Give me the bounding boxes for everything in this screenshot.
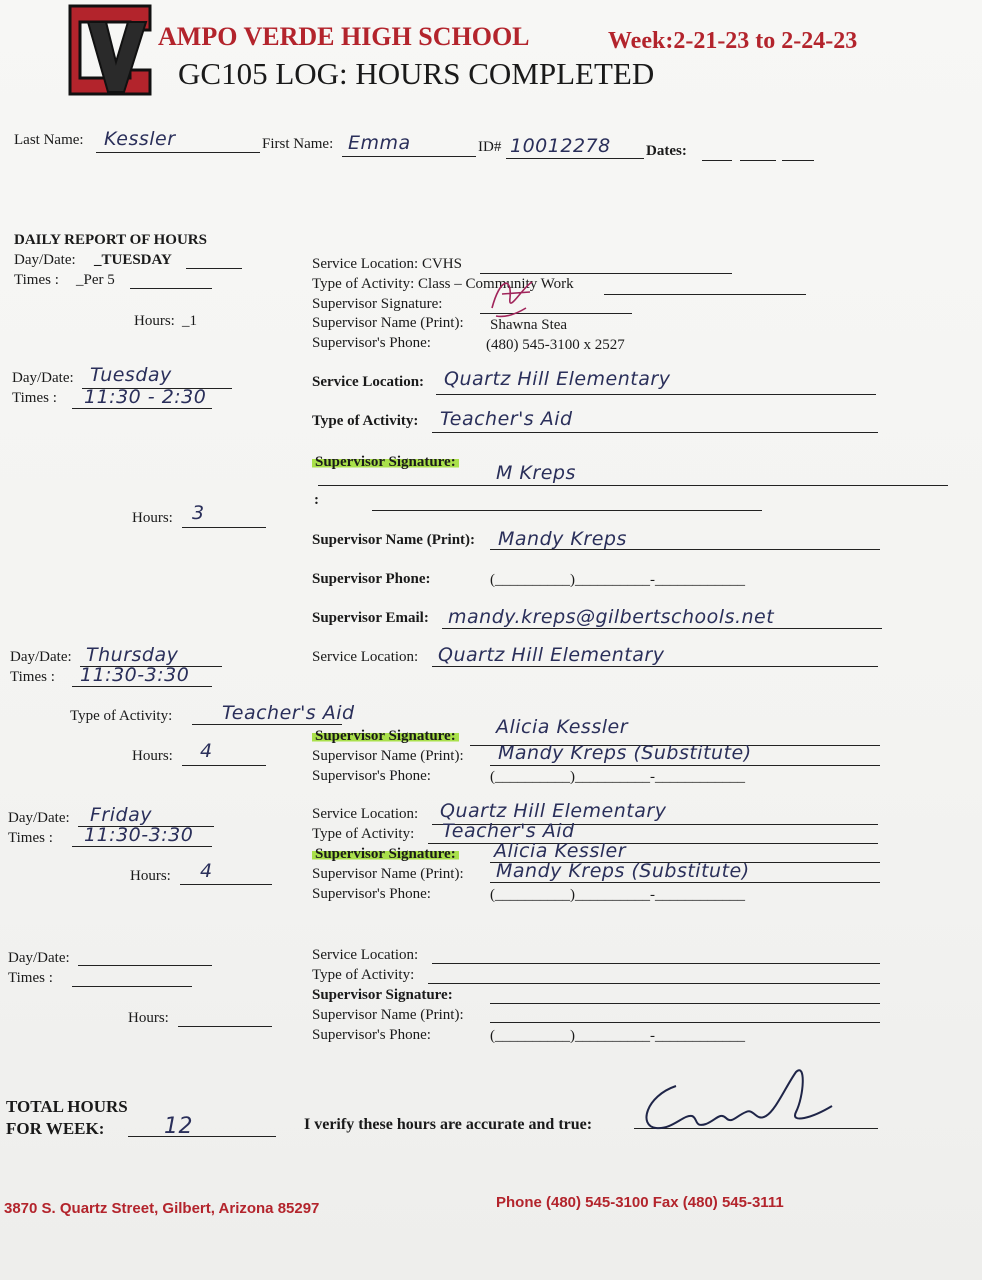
entry3-signature-label: Supervisor Signature: [312, 728, 459, 745]
id-label: ID# [478, 139, 502, 155]
entry1-phone-value: (480) 545-3100 x 2527 [486, 337, 625, 353]
entry2-signature-label: Supervisor Signature: [312, 454, 459, 471]
entry5-name-label: Supervisor Name (Print): [312, 1007, 464, 1023]
log-title: GC105 LOG: HOURS COMPLETED [178, 56, 655, 91]
entry2-location-label: Service Location: [312, 374, 425, 390]
entry2-name-value[interactable]: Mandy Kreps [498, 528, 627, 550]
entry3-phone-label: Supervisor's Phone: [312, 768, 431, 784]
entry5-phone-blank[interactable]: (__________)__________-____________ [490, 1028, 745, 1044]
id-value[interactable]: 10012278 [510, 135, 611, 157]
entry4-name-label: Supervisor Name (Print): [312, 866, 464, 882]
entry4-signature-label: Supervisor Signature: [312, 846, 459, 863]
daily-report-heading: DAILY REPORT OF HOURS [14, 232, 207, 248]
entry5-activity-label: Type of Activity: [312, 967, 415, 983]
entry4-name-value[interactable]: Mandy Kreps (Substitute) [496, 860, 750, 882]
entry1-phone-label: Supervisor's Phone: [312, 335, 431, 351]
entry2-colon: : [314, 492, 319, 508]
last-name-label: Last Name: [14, 132, 84, 148]
entry3-hours-label: Hours: [132, 748, 173, 764]
entry1-name-value: Shawna Stea [490, 317, 568, 333]
entry4-times-label: Times : [8, 830, 53, 846]
entry3-location-label: Service Location: [312, 649, 419, 665]
entry2-email-label: Supervisor Email: [312, 610, 429, 626]
entry3-activity-value[interactable]: Teacher's Aid [222, 702, 355, 724]
entry5-hours-label: Hours: [128, 1010, 169, 1026]
dates-label: Dates: [646, 143, 687, 159]
school-logo [50, 0, 160, 100]
entry5-location-label: Service Location: [312, 947, 419, 963]
verify-text: I verify these hours are accurate and true: [304, 1116, 593, 1133]
entry3-day-label: Day/Date: [10, 649, 72, 665]
entry1-day-value: _TUESDAY [94, 252, 172, 268]
entry3-location-value[interactable]: Quartz Hill Elementary [438, 644, 665, 666]
entry2-hours-value[interactable]: 3 [192, 502, 205, 524]
entry4-activity-value[interactable]: Teacher's Aid [442, 820, 575, 842]
entry3-day-value[interactable]: Thursday [86, 644, 179, 666]
entry1-signature-label: Supervisor Signature: [312, 296, 443, 312]
entry2-times-value[interactable]: 11:30 - 2:30 [84, 386, 207, 408]
entry5-signature-label: Supervisor Signature: [312, 987, 453, 1003]
entry4-hours-value[interactable]: 4 [200, 860, 213, 882]
entry4-signature-value[interactable]: Alicia Kessler [494, 840, 627, 862]
entry4-activity-label: Type of Activity: [312, 826, 415, 842]
student-signature[interactable] [636, 1066, 836, 1140]
entry1-day-label: Day/Date: [14, 252, 76, 268]
entry1-hours-value: _1 [182, 313, 197, 329]
entry1-times-label: Times : [14, 272, 59, 288]
entry3-name-value[interactable]: Mandy Kreps (Substitute) [498, 742, 752, 764]
entry2-phone-blank[interactable]: (__________)__________-____________ [490, 572, 745, 588]
entry4-hours-label: Hours: [130, 868, 171, 884]
school-address: 3870 S. Quartz Street, Gilbert, Arizona 85297 [4, 1200, 320, 1217]
entry2-hours-label: Hours: [132, 510, 173, 526]
entry3-name-label: Supervisor Name (Print): [312, 748, 464, 764]
entry2-activity-value[interactable]: Teacher's Aid [440, 408, 573, 430]
entry4-location-label: Service Location: [312, 806, 419, 822]
entry4-location-value[interactable]: Quartz Hill Elementary [440, 800, 667, 822]
entry2-email-value[interactable]: mandy.kreps@gilbertschools.net [448, 606, 775, 628]
last-name-value[interactable]: Kessler [104, 128, 176, 150]
entry3-phone-blank[interactable]: (__________)__________-____________ [490, 769, 745, 785]
entry3-hours-value[interactable]: 4 [200, 740, 213, 762]
entry2-name-label: Supervisor Name (Print): [312, 532, 476, 548]
entry2-day-label: Day/Date: [12, 370, 74, 386]
entry4-times-value[interactable]: 11:30-3:30 [84, 824, 194, 846]
entry1-hours-label: Hours: [134, 313, 175, 329]
entry3-times-value[interactable]: 11:30-3:30 [80, 664, 190, 686]
entry4-day-value[interactable]: Friday [90, 804, 152, 826]
first-name-label: First Name: [262, 136, 334, 152]
entry3-times-label: Times : [10, 669, 55, 685]
entry2-times-label: Times : [12, 390, 57, 406]
entry2-location-value[interactable]: Quartz Hill Elementary [444, 368, 671, 390]
entry4-phone-blank[interactable]: (__________)__________-____________ [490, 887, 745, 903]
entry5-day-label: Day/Date: [8, 950, 70, 966]
school-name: AMPO VERDE HIGH SCHOOL [158, 22, 530, 51]
entry1-service-location: Service Location: CVHS [312, 256, 462, 272]
total-hours-value[interactable]: 12 [164, 1114, 193, 1139]
entry2-phone-label: Supervisor Phone: [312, 571, 431, 587]
entry1-activity: Type of Activity: Class – Community Work [312, 276, 574, 292]
entry3-activity-label: Type of Activity: [70, 708, 173, 724]
total-hours-label-1: TOTAL HOURS [6, 1097, 128, 1116]
school-phone-fax: Phone (480) 545-3100 Fax (480) 545-3111 [496, 1194, 784, 1211]
entry2-activity-label: Type of Activity: [312, 413, 419, 429]
total-hours-label-2: FOR WEEK: [6, 1119, 105, 1138]
entry1-name-label: Supervisor Name (Print): [312, 315, 464, 331]
entry4-phone-label: Supervisor's Phone: [312, 886, 431, 902]
entry1-times-value: _Per 5 [76, 272, 115, 288]
entry4-day-label: Day/Date: [8, 810, 70, 826]
week-range: Week:2-21-23 to 2-24-23 [608, 28, 858, 54]
entry3-signature-value[interactable]: Alicia Kessler [496, 716, 629, 738]
entry5-phone-label: Supervisor's Phone: [312, 1027, 431, 1043]
first-name-value[interactable]: Emma [348, 132, 411, 154]
entry2-day-value[interactable]: Tuesday [90, 364, 172, 386]
entry2-signature-value[interactable]: M Kreps [496, 462, 576, 484]
entry5-times-label: Times : [8, 970, 53, 986]
